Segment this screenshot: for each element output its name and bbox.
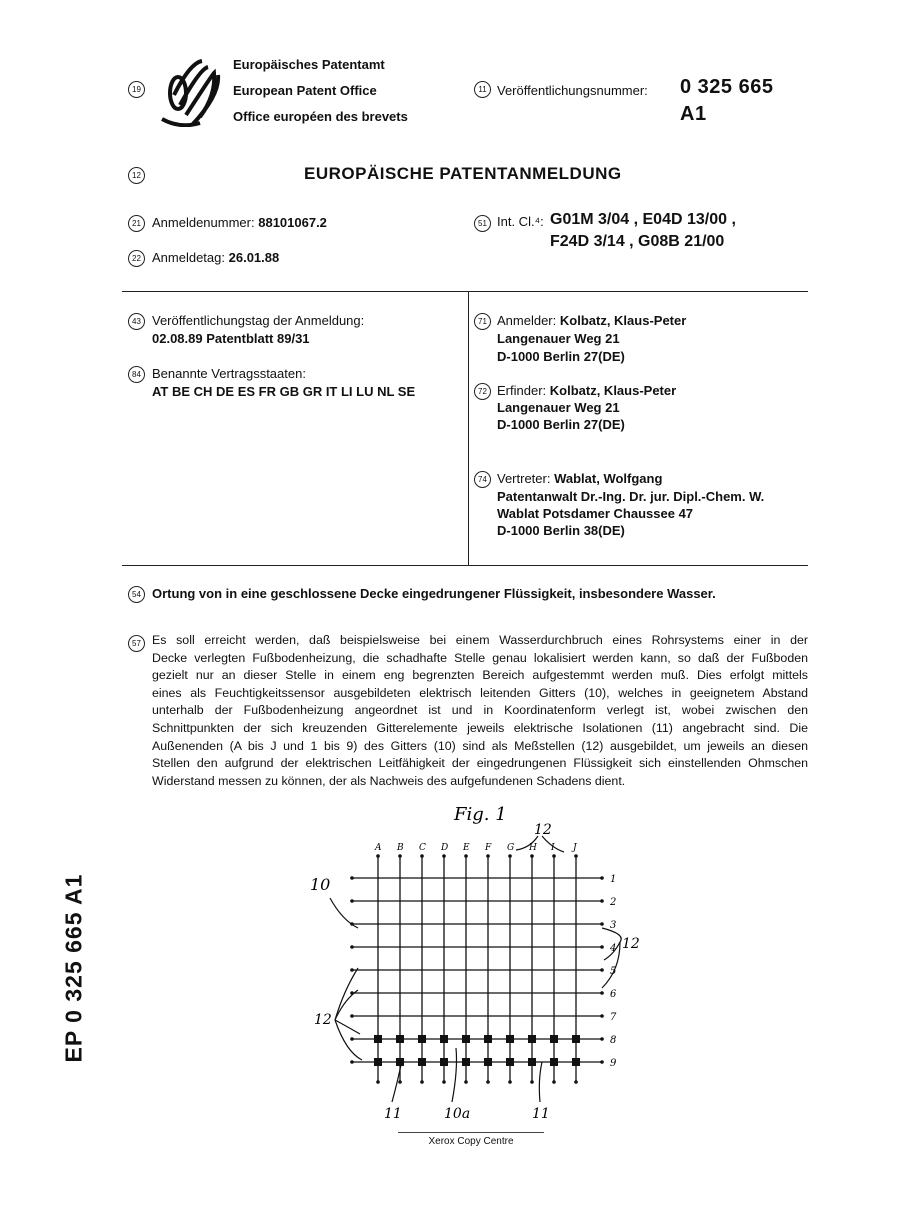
measuring-point-right — [600, 991, 604, 995]
measuring-point-right — [600, 922, 604, 926]
abstract-line: eines als Feuchtigkeitssensor ausgebildeten elektrisch leitenden Gitters (10), welches in geeignetem Abstand — [152, 685, 808, 700]
representative-line4: D-1000 Berlin 38(DE) — [497, 523, 625, 538]
epo-logo — [160, 55, 222, 127]
measuring-point-top — [398, 854, 402, 858]
abstract-line: unterhalb der Fußbodenheizung angeordnet ist und in Koordinatenform verlegt ist, wobei zwischen den — [152, 703, 808, 718]
measuring-point-top — [376, 854, 380, 858]
abstract-line: gezielt nur an dieser Stelle in einem eng begrenzten Bereich aufgestemmt werden muß. Dies erfolgt mittels — [152, 668, 808, 683]
insulation-marker — [550, 1035, 558, 1043]
column-label: A — [375, 843, 382, 853]
applicant-line1 — [497, 312, 686, 330]
measuring-point-bottom — [376, 1080, 380, 1084]
inventor-name: Kolbatz, Klaus-Peter — [549, 383, 677, 398]
leader-ref-11-right — [539, 1062, 542, 1102]
insulation-marker — [374, 1058, 382, 1066]
measuring-point-left — [350, 945, 354, 949]
footer-text: Xerox Copy Centre — [428, 1136, 514, 1147]
column-divider — [468, 291, 469, 565]
representative-line1 — [497, 470, 662, 488]
row-label: 3 — [610, 920, 617, 931]
abstract-line: Widerstand messen zu können, der als Nachweis des aufgefundenen Schadens dient. — [152, 773, 626, 788]
ref-12-top-label: 12 — [534, 822, 552, 838]
insulation-marker — [506, 1035, 514, 1043]
representative-line2: Patentanwalt Dr.-Ing. Dr. jur. Dipl.-Chem. W. — [497, 489, 765, 504]
insulation-marker — [484, 1035, 492, 1043]
measuring-point-bottom — [442, 1080, 446, 1084]
representative-line3: Wablat Potsdamer Chaussee 47 — [497, 506, 694, 521]
insulation-marker — [396, 1035, 404, 1043]
states-value: AT BE CH DE ES FR GB GR IT LI LU NL SE — [152, 384, 416, 399]
invention-title: Ortung von in eine geschlossene Decke eingedrungener Flüssigkeit, insbesondere Wasser. — [152, 586, 716, 601]
application-number-label: Anmeldenummer: — [152, 215, 255, 230]
column-label: E — [463, 843, 470, 853]
abstract-line: Außenenden (A bis J und 1 bis 9) des Gitters (10) sind als Meßstellen (12) ausgebildet, um jeweils an diesen — [152, 738, 808, 753]
measuring-point-top — [530, 854, 534, 858]
measuring-point-right — [600, 899, 604, 903]
insulation-marker — [550, 1058, 558, 1066]
inid-54: 54 — [128, 586, 145, 603]
measuring-point-left — [350, 876, 354, 880]
ref-10-label: 10 — [310, 875, 331, 894]
measuring-point-bottom — [552, 1080, 556, 1084]
application-date — [152, 249, 279, 267]
column-label: H — [529, 843, 537, 853]
application-date-label: Anmeldetag: — [152, 250, 225, 265]
insulation-marker — [440, 1035, 448, 1043]
measuring-point-top — [464, 854, 468, 858]
column-label: G — [507, 843, 515, 853]
int-cl-label: Int. Cl.⁴: — [497, 214, 544, 229]
measuring-point-bottom — [574, 1080, 578, 1084]
applicant-street: Langenauer Weg 21 — [497, 331, 620, 346]
inid-19: 19 — [128, 81, 145, 98]
measuring-point-right — [600, 876, 604, 880]
row-label: 4 — [610, 943, 617, 954]
leader-ref-12-left-d — [335, 1020, 362, 1060]
insulation-marker — [572, 1058, 580, 1066]
measuring-point-top — [508, 854, 512, 858]
pub-date-label: Veröffentlichungstag der Anmeldung: — [152, 313, 365, 328]
vertical-publication-number: EP 0 325 665 A1 — [60, 873, 87, 1063]
insulation-marker — [440, 1058, 448, 1066]
column-label: J — [573, 843, 577, 853]
abstract-text — [152, 632, 808, 790]
measuring-point-right — [600, 1060, 604, 1064]
publication-number: 0 325 665 — [680, 76, 774, 98]
figure-1 — [290, 790, 650, 1130]
inid-84: 84 — [128, 366, 145, 383]
inid-57: 57 — [128, 635, 145, 652]
measuring-point-left — [350, 991, 354, 995]
inid-74: 74 — [474, 471, 491, 488]
column-label: C — [419, 843, 426, 853]
applicant-city: D-1000 Berlin 27(DE) — [497, 349, 625, 364]
measuring-point-right — [600, 945, 604, 949]
row-label: 8 — [610, 1035, 617, 1046]
inid-71: 71 — [474, 313, 491, 330]
inid-12: 12 — [128, 167, 145, 184]
office-name-de: Europäisches Patentamt — [233, 57, 385, 72]
states-label: Benannte Vertragsstaaten: — [152, 366, 306, 381]
pub-date-value: 02.08.89 Patentblatt 89/31 — [152, 331, 310, 346]
measuring-point-left — [350, 1014, 354, 1018]
application-date-value: 26.01.88 — [228, 250, 280, 265]
insulation-marker — [572, 1035, 580, 1043]
office-name-fr: Office européen des brevets — [233, 109, 408, 124]
measuring-point-bottom — [508, 1080, 512, 1084]
measuring-point-right — [600, 1014, 604, 1018]
application-number-value: 88101067.2 — [258, 215, 327, 230]
measuring-point-top — [420, 854, 424, 858]
insulation-marker — [506, 1058, 514, 1066]
inid-51: 51 — [474, 215, 491, 232]
insulation-marker — [418, 1058, 426, 1066]
applicant-name: Kolbatz, Klaus-Peter — [559, 313, 687, 328]
measuring-point-left — [350, 899, 354, 903]
row-label: 1 — [610, 874, 617, 885]
inid-43: 43 — [128, 313, 145, 330]
int-cl-line1: G01M 3/04 , E04D 13/00 , — [550, 211, 736, 228]
ref-12-left-label: 12 — [314, 1012, 332, 1028]
insulation-marker — [528, 1035, 536, 1043]
leader-ref-12-left-c — [335, 1020, 360, 1034]
ref-10a-label: 10a — [444, 1106, 471, 1122]
column-label: I — [551, 843, 555, 853]
insulation-marker — [374, 1035, 382, 1043]
applicant-label: Anmelder: — [497, 313, 557, 328]
measuring-point-bottom — [464, 1080, 468, 1084]
document-type-title: EUROPÄISCHE PATENTANMELDUNG — [304, 164, 622, 183]
measuring-point-left — [350, 968, 354, 972]
measuring-point-bottom — [420, 1080, 424, 1084]
pubno-label: Veröffentlichungsnummer: — [497, 83, 648, 98]
abstract-line: Schnittpunkten der sich kreuzenden Gitterelemente jeweils elektrische Isolationen (11) angebracht sind. Die — [152, 720, 808, 735]
header-divider — [122, 291, 808, 292]
measuring-point-right — [600, 1037, 604, 1041]
measuring-point-top — [442, 854, 446, 858]
figure-caption: Fig. 1 — [454, 804, 507, 825]
row-label: 7 — [610, 1012, 617, 1023]
measuring-point-bottom — [486, 1080, 490, 1084]
inventor-line1 — [497, 382, 676, 400]
office-name-en: European Patent Office — [233, 83, 377, 98]
row-label: 2 — [610, 897, 617, 908]
inventor-city: D-1000 Berlin 27(DE) — [497, 417, 625, 432]
measuring-point-top — [486, 854, 490, 858]
inid-21: 21 — [128, 215, 145, 232]
measuring-point-left — [350, 922, 354, 926]
insulation-marker — [528, 1058, 536, 1066]
ref-11-left-label: 11 — [384, 1106, 402, 1122]
insulation-marker — [418, 1035, 426, 1043]
row-label: 9 — [610, 1058, 617, 1069]
measuring-point-top — [574, 854, 578, 858]
insulation-marker — [462, 1035, 470, 1043]
measuring-point-bottom — [398, 1080, 402, 1084]
representative-name: Wablat, Wolfgang — [554, 471, 663, 486]
measuring-point-top — [552, 854, 556, 858]
measuring-point-left — [350, 1037, 354, 1041]
application-number — [152, 214, 327, 232]
column-label: B — [397, 843, 404, 853]
int-cl-line2: F24D 3/14 , G08B 21/00 — [550, 233, 725, 250]
inid-72: 72 — [474, 383, 491, 400]
abstract-line: Decke verlegten Fußbodenheizung, die schadhafte Stelle genau lokalisiert werden kann, so daß der Fußboden — [152, 650, 808, 665]
biblio-divider — [122, 565, 808, 566]
ref-11-right-label: 11 — [532, 1106, 550, 1122]
insulation-marker — [484, 1058, 492, 1066]
column-label: F — [485, 843, 492, 853]
row-label: 5 — [610, 966, 617, 977]
kind-code: A1 — [680, 103, 707, 125]
column-label: D — [441, 843, 449, 853]
inid-22: 22 — [128, 250, 145, 267]
abstract-line: Stellen den aufgrund der elektrischen Leitfähigkeit der eingedrungenen Flüssigkeit sich einstellenden Ohmschen — [152, 756, 808, 771]
footer-rule — [398, 1132, 544, 1133]
insulation-marker — [462, 1058, 470, 1066]
insulation-marker — [396, 1058, 404, 1066]
ref-12-right-label: 12 — [622, 936, 640, 952]
leader-ref-10a — [452, 1048, 457, 1102]
inventor-label: Erfinder: — [497, 383, 547, 398]
inventor-street: Langenauer Weg 21 — [497, 400, 620, 415]
measuring-point-bottom — [530, 1080, 534, 1084]
representative-label: Vertreter: — [497, 471, 551, 486]
measuring-point-left — [350, 1060, 354, 1064]
measuring-point-right — [600, 968, 604, 972]
abstract-line: Es soll erreicht werden, daß beispielsweise bei einem Wasserdurchbruch eines Rohrsystems einer in der — [152, 633, 808, 647]
inid-11: 11 — [474, 81, 491, 98]
row-label: 6 — [610, 989, 617, 1000]
